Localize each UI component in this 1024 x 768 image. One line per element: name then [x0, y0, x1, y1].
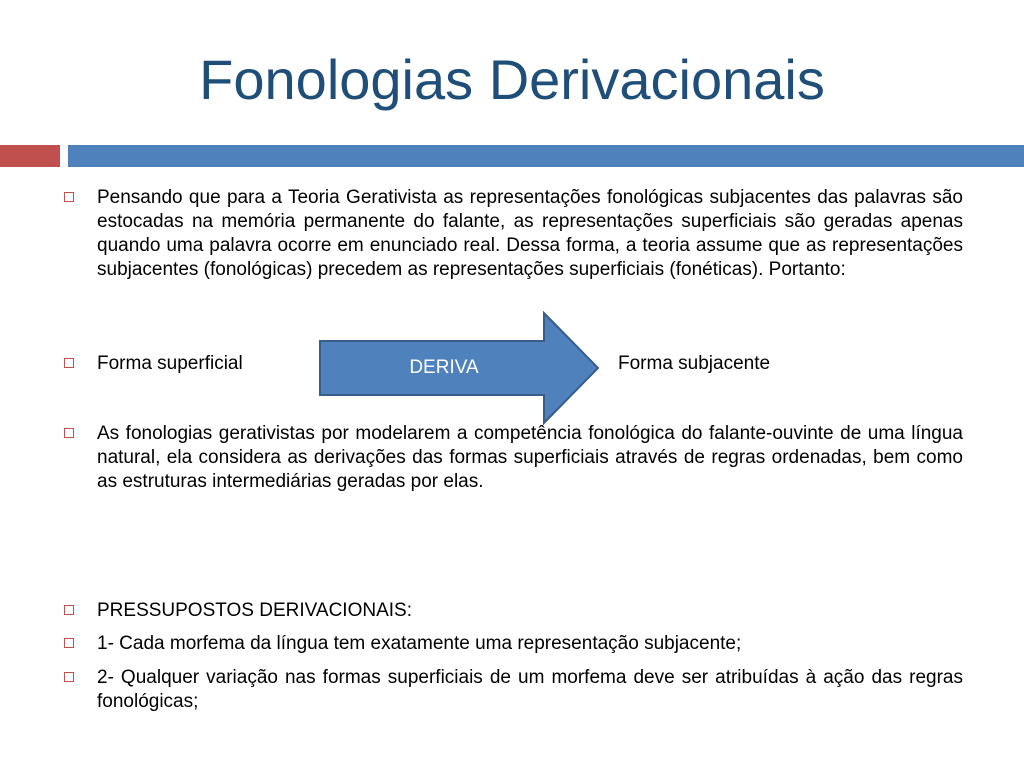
bullet-text-1: Pensando que para a Teoria Gerativista as representações fonológicas subjacentes das palavras são estocadas na memória permanente do falante, as representações superficiais são geradas apenas quando uma palavra ocorre em enunciado real. Dessa forma, a teoria assume que as representações subjacentes (fonológicas) precedem as representações superficiais (fonéticas). Portanto: [97, 187, 963, 280]
slide-title: Fonologias Derivacionais [199, 48, 825, 111]
bullet-square-icon [64, 358, 74, 368]
deriva-arrow-label: DERIVA [409, 357, 479, 378]
bullet-square-icon [64, 428, 74, 438]
bullet-square-icon [64, 192, 74, 202]
bullet-square-icon [64, 672, 74, 682]
bullet-text-forma-subjacente: Forma subjacente [618, 353, 771, 374]
bullet-square-icon [64, 638, 74, 648]
bullet-text-forma-superficial: Forma superficial [97, 353, 243, 374]
bullet-text-6: 2- Qualquer variação nas formas superficiais de um morfema deve ser atribuídas à ação das regras fonológicas; [97, 667, 963, 712]
bullet-text-4: PRESSUPOSTOS DERIVACIONAIS: [97, 600, 412, 621]
header-accent-blue-bar [68, 145, 1024, 167]
bullet-square-icon [64, 605, 74, 615]
header-accent-red-bar [0, 145, 60, 167]
bullet-text-5: 1- Cada morfema da língua tem exatamente uma representação subjacente; [97, 633, 742, 654]
bullet-text-3: As fonologias gerativistas por modelarem a competência fonológica do falante-ouvinte de uma língua natural, ela considera as derivações das formas superficiais através de regras ordenadas, bem como as estruturas intermediárias geradas por elas. [97, 423, 963, 492]
